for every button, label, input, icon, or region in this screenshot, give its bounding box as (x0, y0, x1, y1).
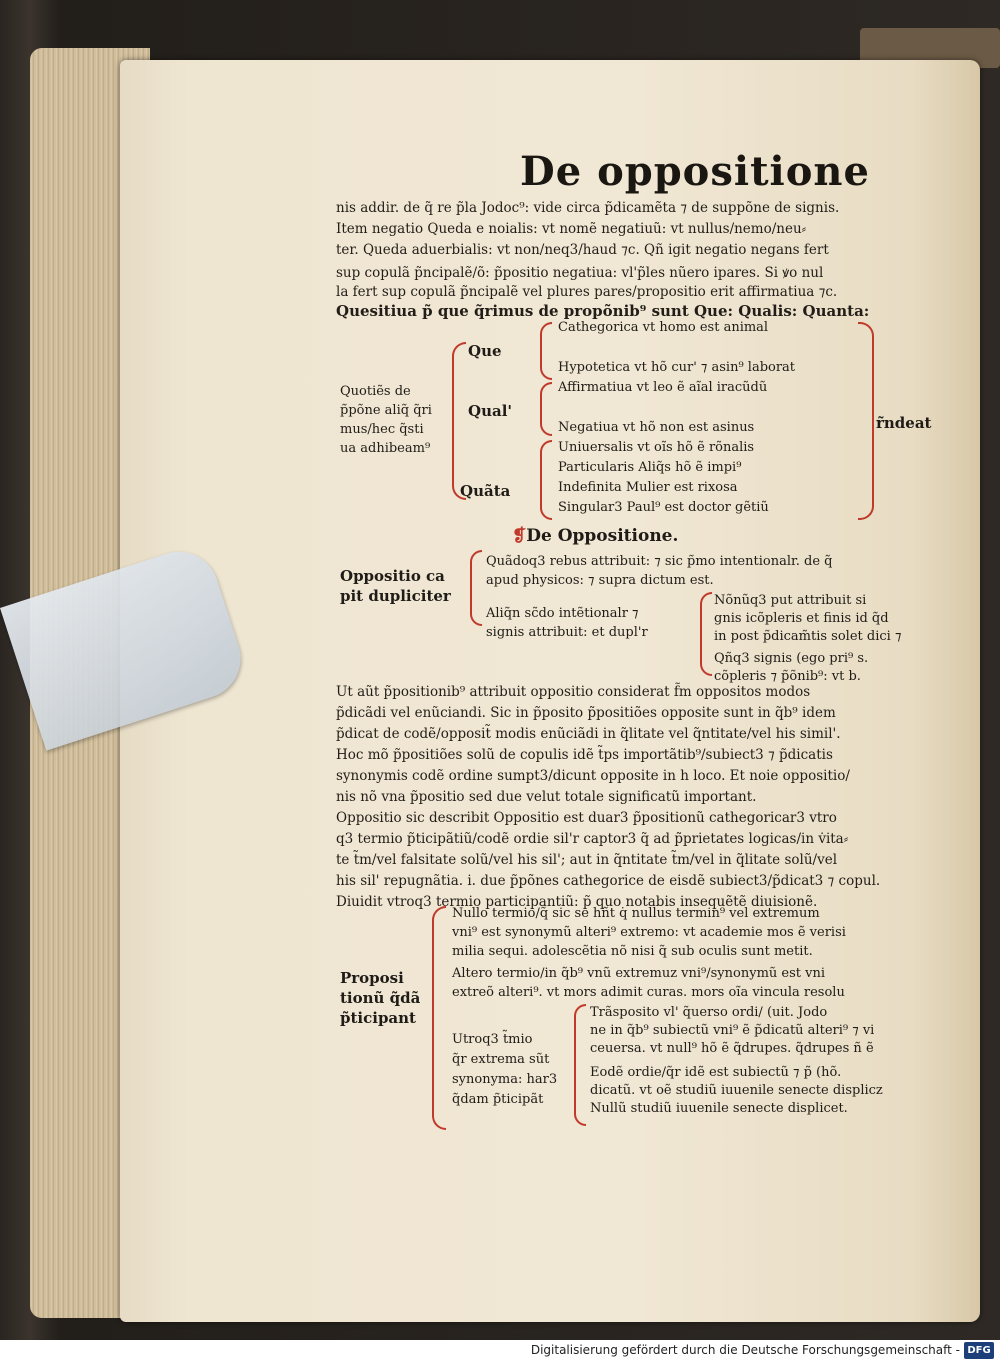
diagram1-right: r̃ndeat (876, 414, 932, 432)
diagram2-root-line: Oppositio ca (340, 567, 445, 585)
text-line: ter. Queda aduerbialis: vt non/neq3/haud ⁊c. Qñ igit negatio negans fert (336, 242, 829, 258)
diagram2-b1-line: in post p̃dicam̃tis solet dici ⁊ (714, 629, 902, 644)
diagram3-n3a-line: ne in q̃b⁹ subiectũ vni⁹ ẽ p̃dicatũ alteri⁹ ⁊ vi (590, 1023, 875, 1038)
diagram1-que: Que (468, 342, 502, 360)
text-line: his sil' repugnãtia. i. due p̃põnes cathegorice de eisdẽ subiect3/p̃dicat3 ⁊ copul. (336, 873, 881, 889)
diagram2-a (486, 552, 833, 590)
diagram1-root (340, 382, 432, 458)
diagram2-b1 (714, 592, 901, 646)
text-line: te t̃m/vel falsitate solũ/vel his sil'; aut in q̃ntitate t̃m/vel in q̃litate solũ/vel (336, 852, 838, 868)
diagram1-root-line: ua adhibeam⁹ (340, 441, 431, 456)
diagram2-root-line: pit dupliciter (340, 587, 451, 605)
diagram3-n3b-line: Nullũ studiũ iuuenile senecte displicet. (590, 1101, 848, 1116)
diagram2-root (340, 566, 451, 606)
diagram1-root-line: p̃põne aliq̃ q̃ri (340, 403, 432, 418)
bracket (452, 342, 466, 500)
text-line: Hoc mõ p̃positiões solũ de copulis idẽ t̃ps importãtib⁹/subiect3 ⁊ p̃dicatis (336, 747, 833, 763)
diagram1-item: Uniuersalis vt oĩs hõ ẽ rõnalis (558, 440, 755, 455)
diagram2-b2 (714, 650, 868, 686)
diagram1-item: Particularis Aliq̃s hõ ẽ impi⁹ (558, 460, 742, 475)
diagram1-root-line: Quotiẽs de (340, 384, 411, 399)
text-line: p̃dicãdi vel enũciandi. Sic in p̃posito p̃positiões opposite sunt in q̃b⁹ idem (336, 705, 836, 721)
text-line: nis addir. de q̃ re p̃la Jodoc⁹: vide circa p̃dicamẽta ⁊ de suppõne de signis. (336, 200, 840, 216)
bracket (540, 382, 552, 436)
subheading (512, 526, 678, 546)
diagram3-root-line: tionũ q̃dã (340, 989, 421, 1007)
footer-credit: Digitalisierung gefördert durch die Deutsche Forschungsgemeinschaft - (530, 1343, 960, 1357)
diagram2-a-line: apud physicos: ⁊ supra dictum est. (486, 573, 714, 588)
diagram3-n3a-line: ceuersa. vt null⁹ hõ ẽ q̃drupes. q̃drupes ñ ẽ (590, 1041, 874, 1056)
diagram1-quata: Quãta (460, 482, 511, 500)
text-line: synonymis codẽ ordine sumpt3/dicunt opposite in h loco. Et noie oppositio/ (336, 768, 850, 784)
diagram2-b1-line: Nõnũq3 put attribuit si (714, 593, 867, 608)
bracket (540, 440, 552, 520)
diagram3-n1-line: Nullo termio/q̃ sic se hñt q̇ nullus termin⁹ vel extremum (452, 906, 820, 921)
diagram3-n3-line: q̃dam p̃ticipãt (452, 1092, 544, 1107)
diagram3-n3b-line: Eodẽ ordie/q̃r idẽ est subiectũ ⁊ p̃ (hõ. (590, 1065, 842, 1080)
diagram3-n2 (452, 964, 845, 1002)
diagram2-b-line: signis attribuit: et dupl'r (486, 625, 648, 640)
text-line: Oppositio sic describit Oppositio est duar3 p̃positionũ cathegoricar3 vtro (336, 810, 837, 826)
diagram1-item: Affirmatiua vt leo ẽ aĩal iracũdũ (558, 380, 768, 395)
diagram3-n3 (452, 1030, 557, 1110)
diagram3-root (340, 968, 420, 1028)
diagram3-n1-line: vni⁹ est synonymũ alteri⁹ extremo: vt academie mos ẽ verisi (452, 925, 846, 940)
text-line: p̃dicat de codẽ/opposit̃ modis enũciãdi in q̃litate vel q̃ntitate/vel his simil'. (336, 726, 841, 742)
bracket (470, 550, 482, 626)
diagram2-b (486, 604, 648, 642)
diagram2-b1-line: gnis icõpleris et finis id q̃d (714, 611, 889, 626)
text-line: sup copulã p̃ncipalẽ/õ: p̃positio negatiua: vl'p̃les nũero ipares. Si ꝟo nul (336, 265, 824, 281)
diagram3-n3a-line: Trãsposito vl' q̃uerso ordi/ (uit. Jodo (590, 1005, 828, 1020)
diagram3-n3-line: Utroq3 t̃mio (452, 1032, 533, 1047)
diagram2-a-line: Quãdoq3 rebus attribuit: ⁊ sic p̃mo intentionalr. de q̃ (486, 554, 833, 569)
dfg-logo-icon: DFG (964, 1342, 994, 1359)
diagram1-qual: Qual' (468, 402, 512, 420)
diagram3-root-line: p̃ticipant (340, 1009, 416, 1027)
text-line: Quesitiua p̃ que q̃rimus de propõnib⁹ sunt Que: Qualis: Quanta: (336, 302, 870, 320)
diagram2-b2-line: cõpleris ⁊ p̃õnib⁹: vt b. (714, 669, 861, 684)
diagram1-item: Singular3 Paul⁹ est doctor gẽtiũ (558, 500, 769, 515)
diagram1-item: Hypotetica vt hõ cur' ⁊ asin⁹ laborat (558, 360, 796, 375)
diagram2-b2-line: Qñq3 signis (ego pri⁹ s. (714, 651, 869, 666)
bracket (700, 592, 712, 676)
diagram1-item: Negatiua vt hõ non est asinus (558, 420, 755, 435)
text-line: q3 termio p̃ticipãtiũ/codẽ ordie sil'r captor3 q̃ ad p̃prietates logicas/in v̇ita⸗ (336, 831, 849, 847)
diagram3-n3-line: synonyma: har3 (452, 1072, 558, 1087)
footer-bar (0, 1340, 1000, 1362)
diagram3-n3-line: q̃r extrema sũt (452, 1052, 550, 1067)
page-title: De oppositione (520, 148, 870, 195)
text-line: la fert sup copulã p̃ncipalẽ vel plures pares/propositio erit affirmatiua ⁊c. (336, 284, 838, 300)
diagram1-item: Cathegorica vt homo est animal (558, 320, 769, 335)
text-line: nis nõ vna p̃positio sed due velut totale significatũ important. (336, 789, 757, 805)
subheading-text: De Oppositione. (526, 526, 679, 546)
text-line: Ut aũt p̃positionib⁹ attribuit oppositio considerat f̃m oppositos modos (336, 684, 811, 700)
diagram1-item: Indefinita Mulier est rixosa (558, 480, 738, 495)
diagram3-root-line: Proposi (340, 969, 404, 987)
diagram3-n2-line: Altero termio/in q̃b⁹ vnũ extremuz vni⁹/synonymũ est vni (452, 966, 825, 981)
diagram3-n1-line: milia sequi. adolescẽtia nõ nisi q̃ sub oculis sunt metit. (452, 944, 813, 959)
diagram1-root-line: mus/hec q̃sti (340, 422, 424, 437)
pilcrow-icon: ❡ (512, 526, 527, 546)
bracket (540, 322, 552, 380)
diagram3-n3a (590, 1004, 874, 1058)
text-line: Item negatio Queda e noialis: vt nomẽ negatiuũ: vt nullus/nemo/neu⸗ (336, 221, 807, 237)
bracket (432, 906, 446, 1130)
diagram2-b-line: Aliq̃n sc̃do intẽtionalr ⁊ (486, 606, 639, 621)
diagram3-n2-line: extreõ alteri⁹. vt mors adimit curas. mors oĩa vincula resolu (452, 985, 845, 1000)
diagram3-n1 (452, 904, 846, 961)
diagram3-n3b (590, 1064, 883, 1118)
bracket (858, 322, 874, 520)
text-line: Diuidit vtroq3 termio participantiũ: p̃ quo notabis insequẽtẽ diuisionẽ. (336, 894, 818, 910)
diagram3-n3b-line: dicatũ. vt oẽ studiũ iuuenile senecte displicz (590, 1083, 883, 1098)
bracket (574, 1004, 586, 1126)
